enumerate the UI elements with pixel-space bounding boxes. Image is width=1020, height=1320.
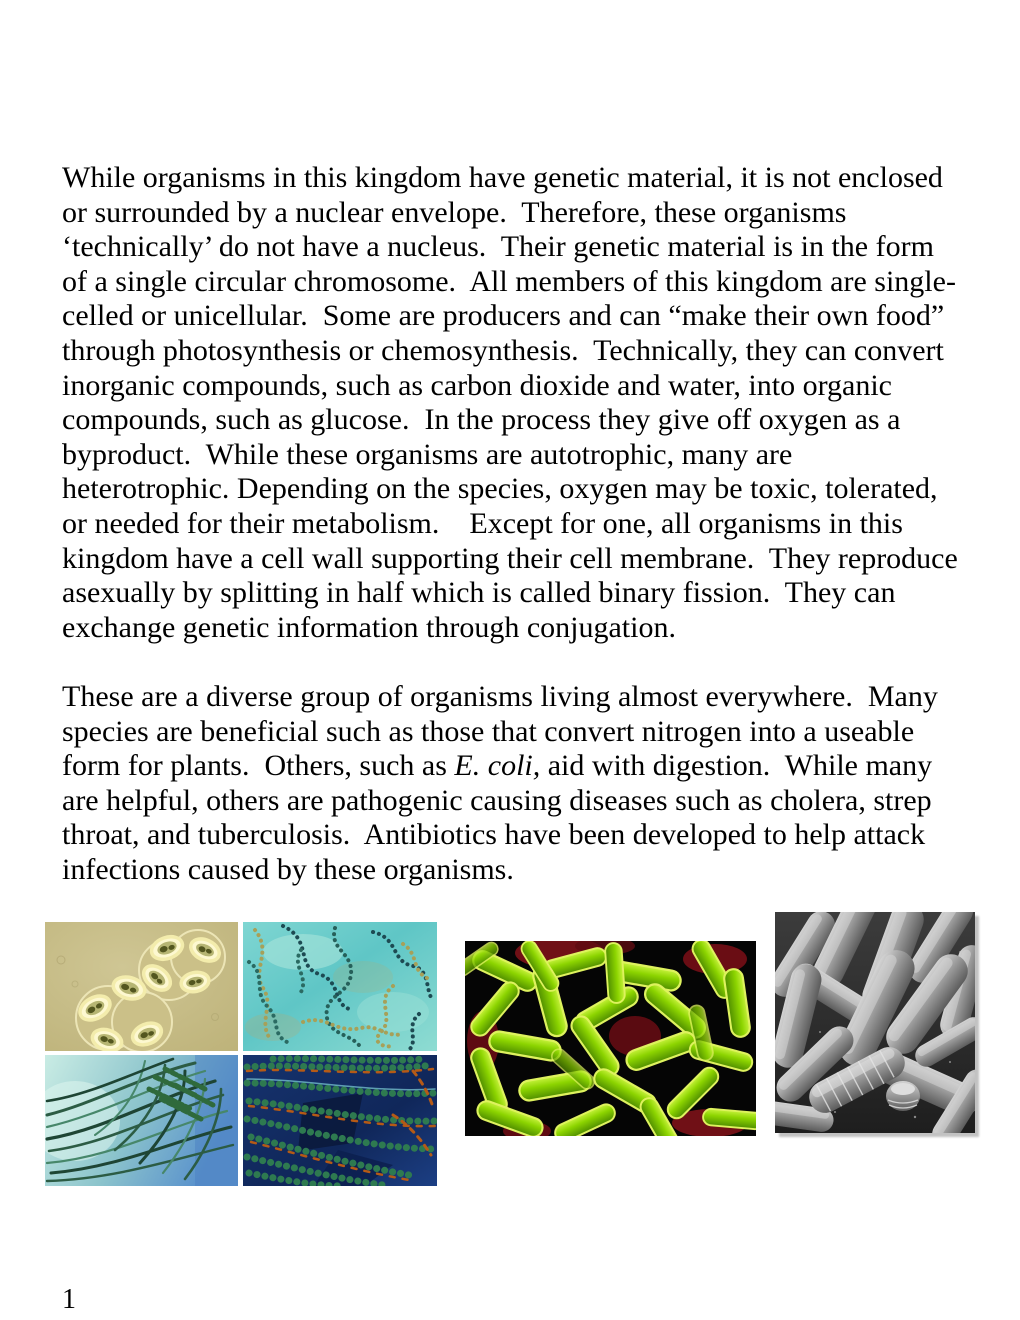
fluorescent-rod-bacteria-figure	[465, 941, 756, 1136]
figure-beaded-filaments-dark	[243, 1055, 437, 1186]
paragraph-1: While organisms in this kingdom have genetic material, it is not enclosed or surrounded by a nuclear envelope. Therefore, these organisms ‘technically’ do not have a nucleus. Their genetic material is in the form of a single circular chromosome. All members of this kingdom are single-celled or unicellular. Some are producers and can “make their own food” through photosynthesis or chemosynthesis. Technically, they can convert inorganic compounds, such as carbon dioxide and water, into organic compounds, such as glucose. In the process they give off oxygen as a byproduct. While these organisms are autotrophic, many are heterotrophic. Depending on the species, oxygen may be toxic, tolerated, or needed for their metabolism. Except for one, all organisms in this kingdom have a cell wall supporting their cell membrane. They reproduce asexually by splitting in half which is called binary fission. They can exchange genetic information through conjugation.	[62, 161, 966, 644]
fluorescent-rod-bacteria-image	[465, 941, 756, 1136]
page-number: 1	[62, 1284, 76, 1315]
species-name-italic: E. coli,	[454, 749, 541, 783]
micrograph-grid-figure	[45, 922, 437, 1186]
figure-beaded-chains	[243, 922, 437, 1051]
paragraph-2-text: These are a diverse group of organisms living almost everywhere. Many species are beneficial such as those that convert nitrogen into a useable form for plants. Others, such as	[62, 679, 946, 783]
sem-rod-bacteria-figure	[775, 912, 975, 1133]
beaded-chains-image	[243, 922, 437, 1051]
paragraph-2	[62, 680, 959, 888]
beaded-filaments-dark-image	[243, 1055, 437, 1186]
paragraph-2-text-continued: aid with digestion. While many are helpful, others are pathogenic causing diseases such as cholera, strep throat, and tuberculosis. Antibiotics have been developed to help attack infections caused by these organisms.	[62, 749, 940, 886]
body-text	[62, 161, 966, 887]
figure-coccoid-colonies	[45, 922, 238, 1051]
figure-filament-sheaf	[45, 1055, 238, 1186]
sem-rod-bacteria-image	[775, 912, 975, 1133]
coccoid-colonies-image	[45, 922, 238, 1051]
filament-sheaf-image	[45, 1055, 238, 1186]
